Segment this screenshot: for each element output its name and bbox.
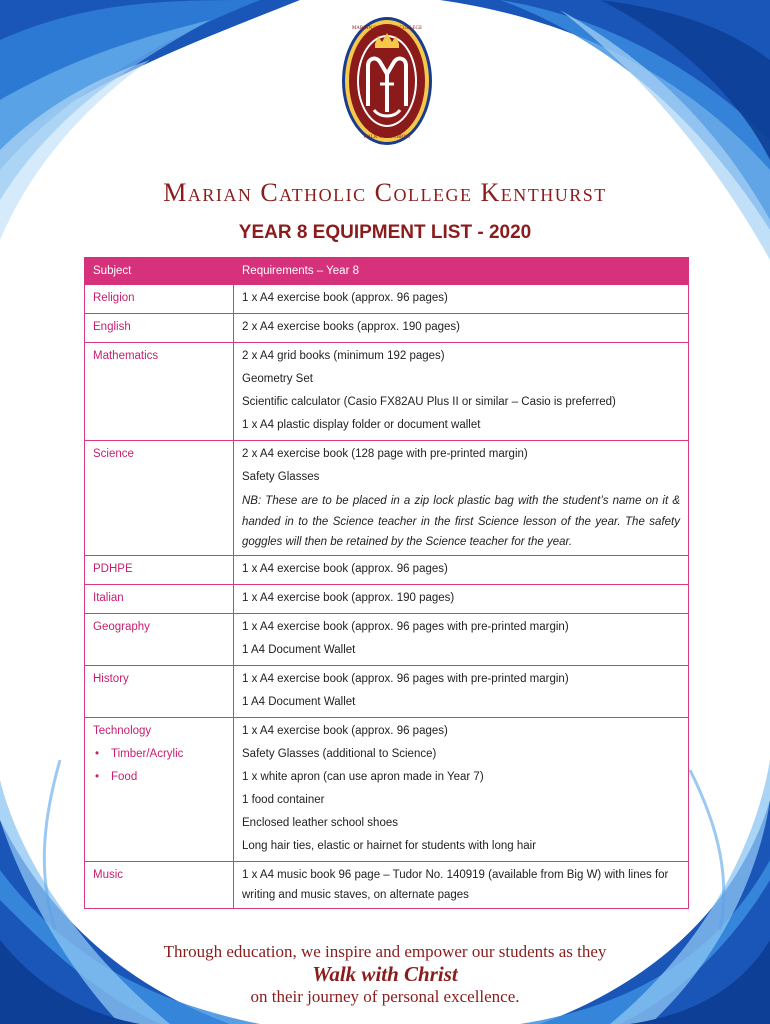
table-row	[85, 285, 689, 314]
table-row	[85, 613, 689, 665]
footer-line-2: Walk with Christ	[312, 962, 458, 986]
requirements-cell: 2 x A4 exercise books (approx. 190 pages)	[234, 314, 689, 343]
list-item: • Food	[93, 767, 225, 790]
science-note: NB: These are to be placed in a zip lock plastic bag with the student’s name on it & handed in to the Science teacher in the first Science lesson of the year. The safety goggles will then be retained by the Science teacher for the year.	[242, 495, 680, 548]
table-row	[85, 441, 689, 556]
table-header-row	[85, 258, 689, 285]
subject-cell: Science	[85, 441, 234, 556]
college-name: Marian Catholic College Kenthurst	[163, 178, 607, 207]
table-row	[85, 314, 689, 343]
subject-cell: English	[85, 314, 234, 343]
subject-cell: Geography	[85, 613, 234, 665]
subject-cell: Music	[85, 861, 234, 908]
table-row	[85, 343, 689, 441]
list-item: • Timber/Acrylic	[93, 744, 225, 767]
requirements-cell: 1 x A4 exercise book (approx. 96 pages with pre-printed margin) 1 A4 Document Wallet	[234, 665, 689, 717]
table-row	[85, 861, 689, 908]
equipment-table	[84, 257, 689, 909]
requirements-cell: 2 x A4 grid books (minimum 192 pages) Geometry Set Scientific calculator (Casio FX82AU Plus II or similar – Casio is preferred) 1 x A4 plastic display folder or document wallet	[234, 343, 689, 441]
requirements-cell: 2 x A4 exercise book (128 page with pre-printed margin) Safety Glasses NB: These are to be placed in a zip lock plastic bag with the student’s name on it & handed in to the Science teacher in the first Science lesson of the year. The safety goggles will then be retained by the Science teacher for the year.	[234, 441, 689, 556]
footer-line-3: on their journey of personal excellence.	[250, 987, 520, 1006]
requirements-cell: 1 x A4 exercise book (approx. 96 pages)	[234, 555, 689, 584]
crest-text-bottom: WALK WITH CHRIST	[363, 135, 411, 140]
subject-cell: PDHPE	[85, 555, 234, 584]
header-requirements: Requirements – Year 8	[234, 258, 689, 285]
subject-cell: Italian	[85, 584, 234, 613]
requirements-cell: 1 x A4 exercise book (approx. 190 pages)	[234, 584, 689, 613]
subject-cell: Mathematics	[85, 343, 234, 441]
requirements-cell: 1 x A4 exercise book (approx. 96 pages) Safety Glasses (additional to Science) 1 x white apron (can use apron made in Year 7) 1 food container Enclosed leather school shoes Long hair ties, elastic or hairnet for students with long hair	[234, 717, 689, 861]
requirements-cell: 1 x A4 music book 96 page – Tudor No. 140919 (available from Big W) with lines for writing and music staves, on alternate pages	[234, 861, 689, 908]
table-row	[85, 555, 689, 584]
list-title: YEAR 8 EQUIPMENT LIST - 2020	[238, 222, 532, 243]
subject-cell: Technology • Timber/Acrylic • Food	[85, 717, 234, 861]
college-crest-logo	[340, 14, 434, 148]
header-subject: Subject	[85, 258, 234, 285]
table-row	[85, 717, 689, 861]
requirements-cell: 1 x A4 exercise book (approx. 96 pages with pre-printed margin) 1 A4 Document Wallet	[234, 613, 689, 665]
requirements-cell: 1 x A4 exercise book (approx. 96 pages)	[234, 285, 689, 314]
technology-sub-list	[93, 744, 225, 790]
table-row	[85, 665, 689, 717]
table-row	[85, 584, 689, 613]
subject-cell: History	[85, 665, 234, 717]
subject-cell: Religion	[85, 285, 234, 314]
footer-line-1: Through education, we inspire and empower our students as they	[163, 942, 607, 961]
crest-text-top: MARIAN CATHOLIC COLLEGE	[351, 26, 423, 31]
